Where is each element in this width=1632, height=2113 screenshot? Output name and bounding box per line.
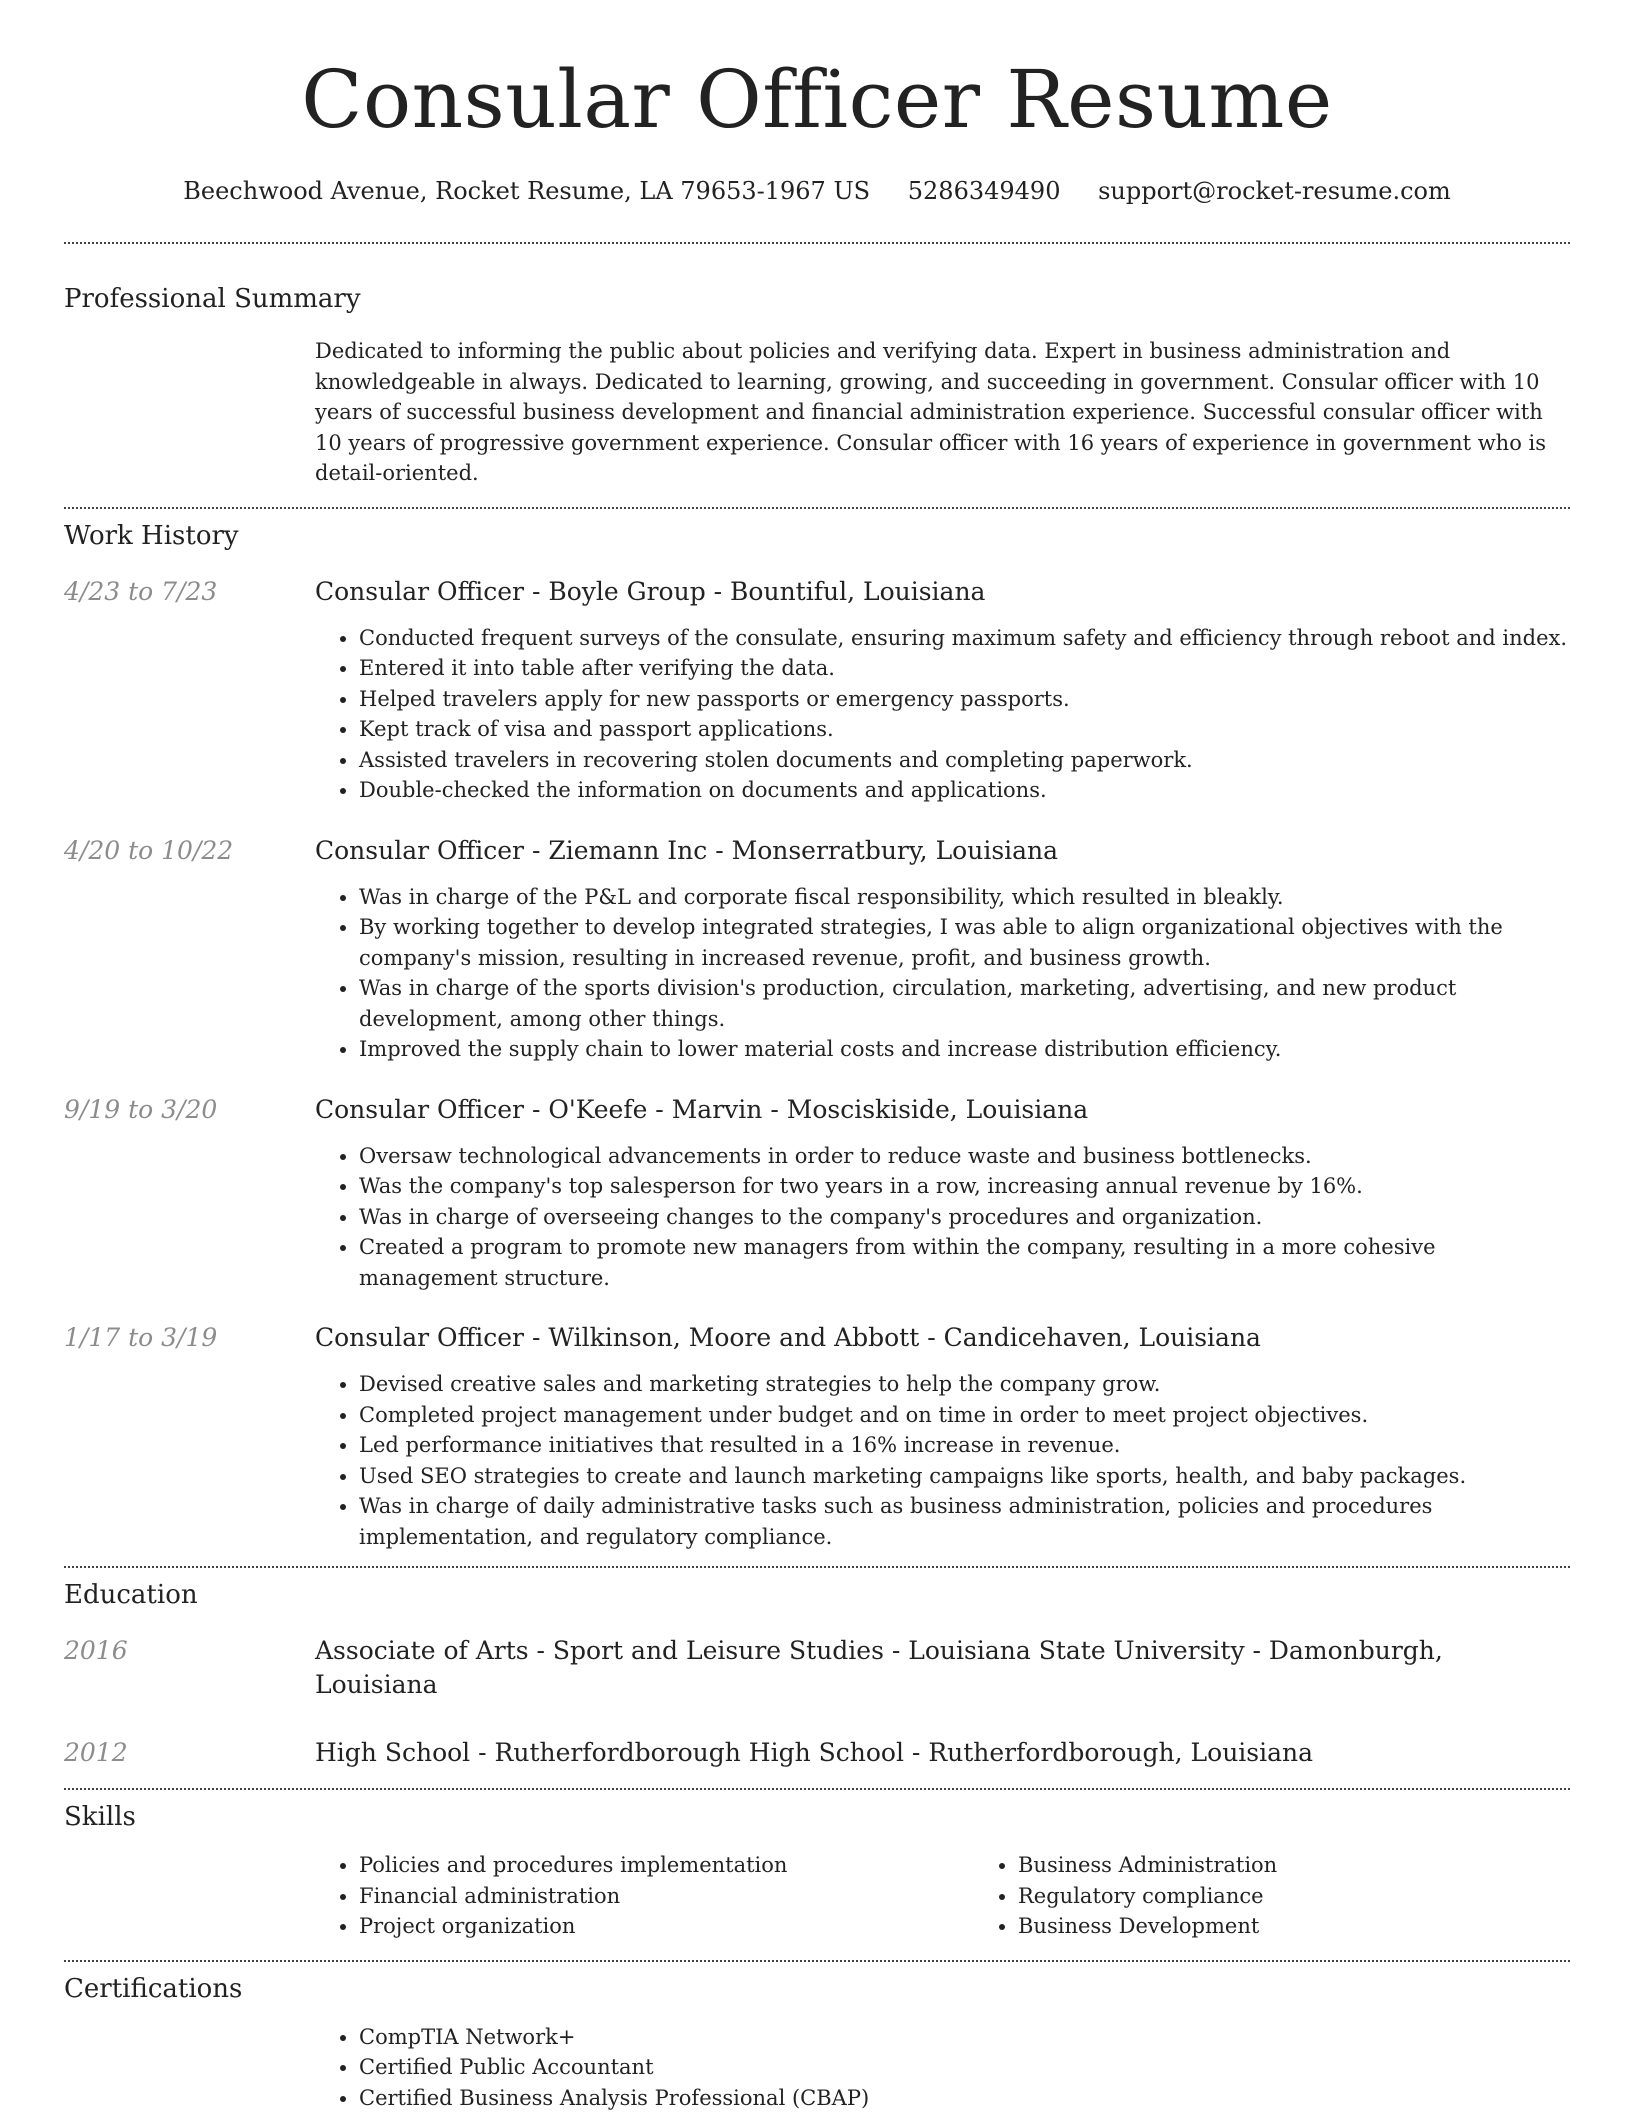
list-item: • Double-checked the information on documents and applications. [359, 775, 1570, 806]
section-title-education: Education [64, 1578, 1570, 1612]
job-entry [64, 834, 1570, 1065]
list-item: • Was in charge of the sports division's production, circulation, marketing, advertising, and new product development, among other things. [359, 973, 1570, 1034]
list-item: • Devised creative sales and marketing strategies to help the company grow. [359, 1369, 1570, 1400]
education-entry [64, 1634, 1570, 1702]
skills-list [315, 1850, 1570, 1942]
list-item: • Regulatory compliance [1018, 1881, 1618, 1912]
job-title: Consular Officer - O'Keefe - Marvin - Mosciskiside, Louisiana [315, 1093, 1570, 1127]
section-title-summary: Professional Summary [64, 282, 1570, 316]
job-dates: 4/23 to 7/23 [64, 575, 315, 806]
job-bullets [315, 882, 1570, 1065]
job-dates: 4/20 to 10/22 [64, 834, 315, 1065]
job-entry [64, 575, 1570, 806]
list-item: • Improved the supply chain to lower material costs and increase distribution efficiency. [359, 1034, 1570, 1065]
divider [64, 1960, 1570, 1962]
contact-phone: 5286349490 [908, 177, 1061, 205]
divider [64, 1566, 1570, 1568]
list-item: • Conducted frequent surveys of the consulate, ensuring maximum safety and efficiency through reboot and index. [359, 623, 1570, 654]
skills-column-1 [315, 1850, 974, 1942]
education-entry [64, 1736, 1570, 1770]
list-item: • Certified Business Analysis Professional (CBAP) [359, 2083, 1570, 2113]
list-item: • Created a program to promote new managers from within the company, resulting in a more cohesive management structure. [359, 1232, 1570, 1293]
job-dates: 1/17 to 3/19 [64, 1321, 315, 1552]
education-year: 2012 [64, 1736, 315, 1770]
page-title: Consular Officer Resume [64, 0, 1570, 148]
job-entry [64, 1321, 1570, 1552]
job-entry [64, 1093, 1570, 1294]
list-item: • Was in charge of daily administrative tasks such as business administration, policies and procedures implementation, and regulatory compliance. [359, 1491, 1570, 1552]
job-bullets [315, 1369, 1570, 1552]
education-title: High School - Rutherfordborough High School - Rutherfordborough, Louisiana [315, 1736, 1570, 1770]
list-item: • Oversaw technological advancements in order to reduce waste and business bottlenecks. [359, 1141, 1570, 1172]
section-title-certifications: Certifications [64, 1972, 1570, 2006]
list-item: • Completed project management under budget and on time in order to meet project objectives. [359, 1400, 1570, 1431]
list-item: • Entered it into table after verifying the data. [359, 653, 1570, 684]
list-item: • Helped travelers apply for new passports or emergency passports. [359, 684, 1570, 715]
education-title: Associate of Arts - Sport and Leisure Studies - Louisiana State University - Damonburgh, Louisiana [315, 1634, 1570, 1702]
list-item: • Business Administration [1018, 1850, 1618, 1881]
summary-text: Dedicated to informing the public about policies and verifying data. Expert in business administration and knowledgeable in always. Dedicated to learning, growing, and succeeding in government. Consular officer with 10 years of successful business development and financial administration experience. Successful consular officer with 10 years of progressive government experience. Consular officer with 16 years of experience in government who is detail-oriented. [315, 336, 1570, 489]
list-item: • Assisted travelers in recovering stolen documents and completing paperwork. [359, 745, 1570, 776]
job-title: Consular Officer - Ziemann Inc - Monserratbury, Louisiana [315, 834, 1570, 868]
job-title: Consular Officer - Wilkinson, Moore and Abbott - Candicehaven, Louisiana [315, 1321, 1570, 1355]
certifications-bullets [315, 2022, 1570, 2113]
list-item: • Kept track of visa and passport applications. [359, 714, 1570, 745]
list-item: • Financial administration [359, 1881, 974, 1912]
list-item: • Project organization [359, 1911, 974, 1942]
contact-address: Beechwood Avenue, Rocket Resume, LA 79653-1967 US [183, 177, 870, 205]
certifications-list [315, 2022, 1570, 2113]
divider [64, 1788, 1570, 1790]
job-bullets [315, 1141, 1570, 1294]
resume-page [64, 0, 1570, 2113]
list-item: • Was in charge of overseeing changes to the company's procedures and organization. [359, 1202, 1570, 1233]
list-item: • Business Development [1018, 1911, 1618, 1942]
job-dates: 9/19 to 3/20 [64, 1093, 315, 1294]
skills-column-2 [974, 1850, 1618, 1942]
list-item: • Was the company's top salesperson for two years in a row, increasing annual revenue by 16%. [359, 1171, 1570, 1202]
list-item: • Led performance initiatives that resulted in a 16% increase in revenue. [359, 1430, 1570, 1461]
job-bullets [315, 623, 1570, 806]
contact-line [64, 176, 1570, 206]
education-year: 2016 [64, 1634, 315, 1702]
list-item: • By working together to develop integrated strategies, I was able to align organizational objectives with the company's mission, resulting in increased revenue, profit, and business growth. [359, 912, 1570, 973]
job-title: Consular Officer - Boyle Group - Bountiful, Louisiana [315, 575, 1570, 609]
list-item: • Policies and procedures implementation [359, 1850, 974, 1881]
section-title-skills: Skills [64, 1800, 1570, 1834]
list-item: • Used SEO strategies to create and launch marketing campaigns like sports, health, and baby packages. [359, 1461, 1570, 1492]
list-item: • CompTIA Network+ [359, 2022, 1570, 2053]
divider [64, 507, 1570, 509]
contact-email: support@rocket-resume.com [1098, 177, 1451, 205]
section-title-work-history: Work History [64, 519, 1570, 553]
list-item: • Was in charge of the P&L and corporate fiscal responsibility, which resulted in bleakly. [359, 882, 1570, 913]
divider [64, 242, 1570, 244]
list-item: • Certified Public Accountant [359, 2052, 1570, 2083]
